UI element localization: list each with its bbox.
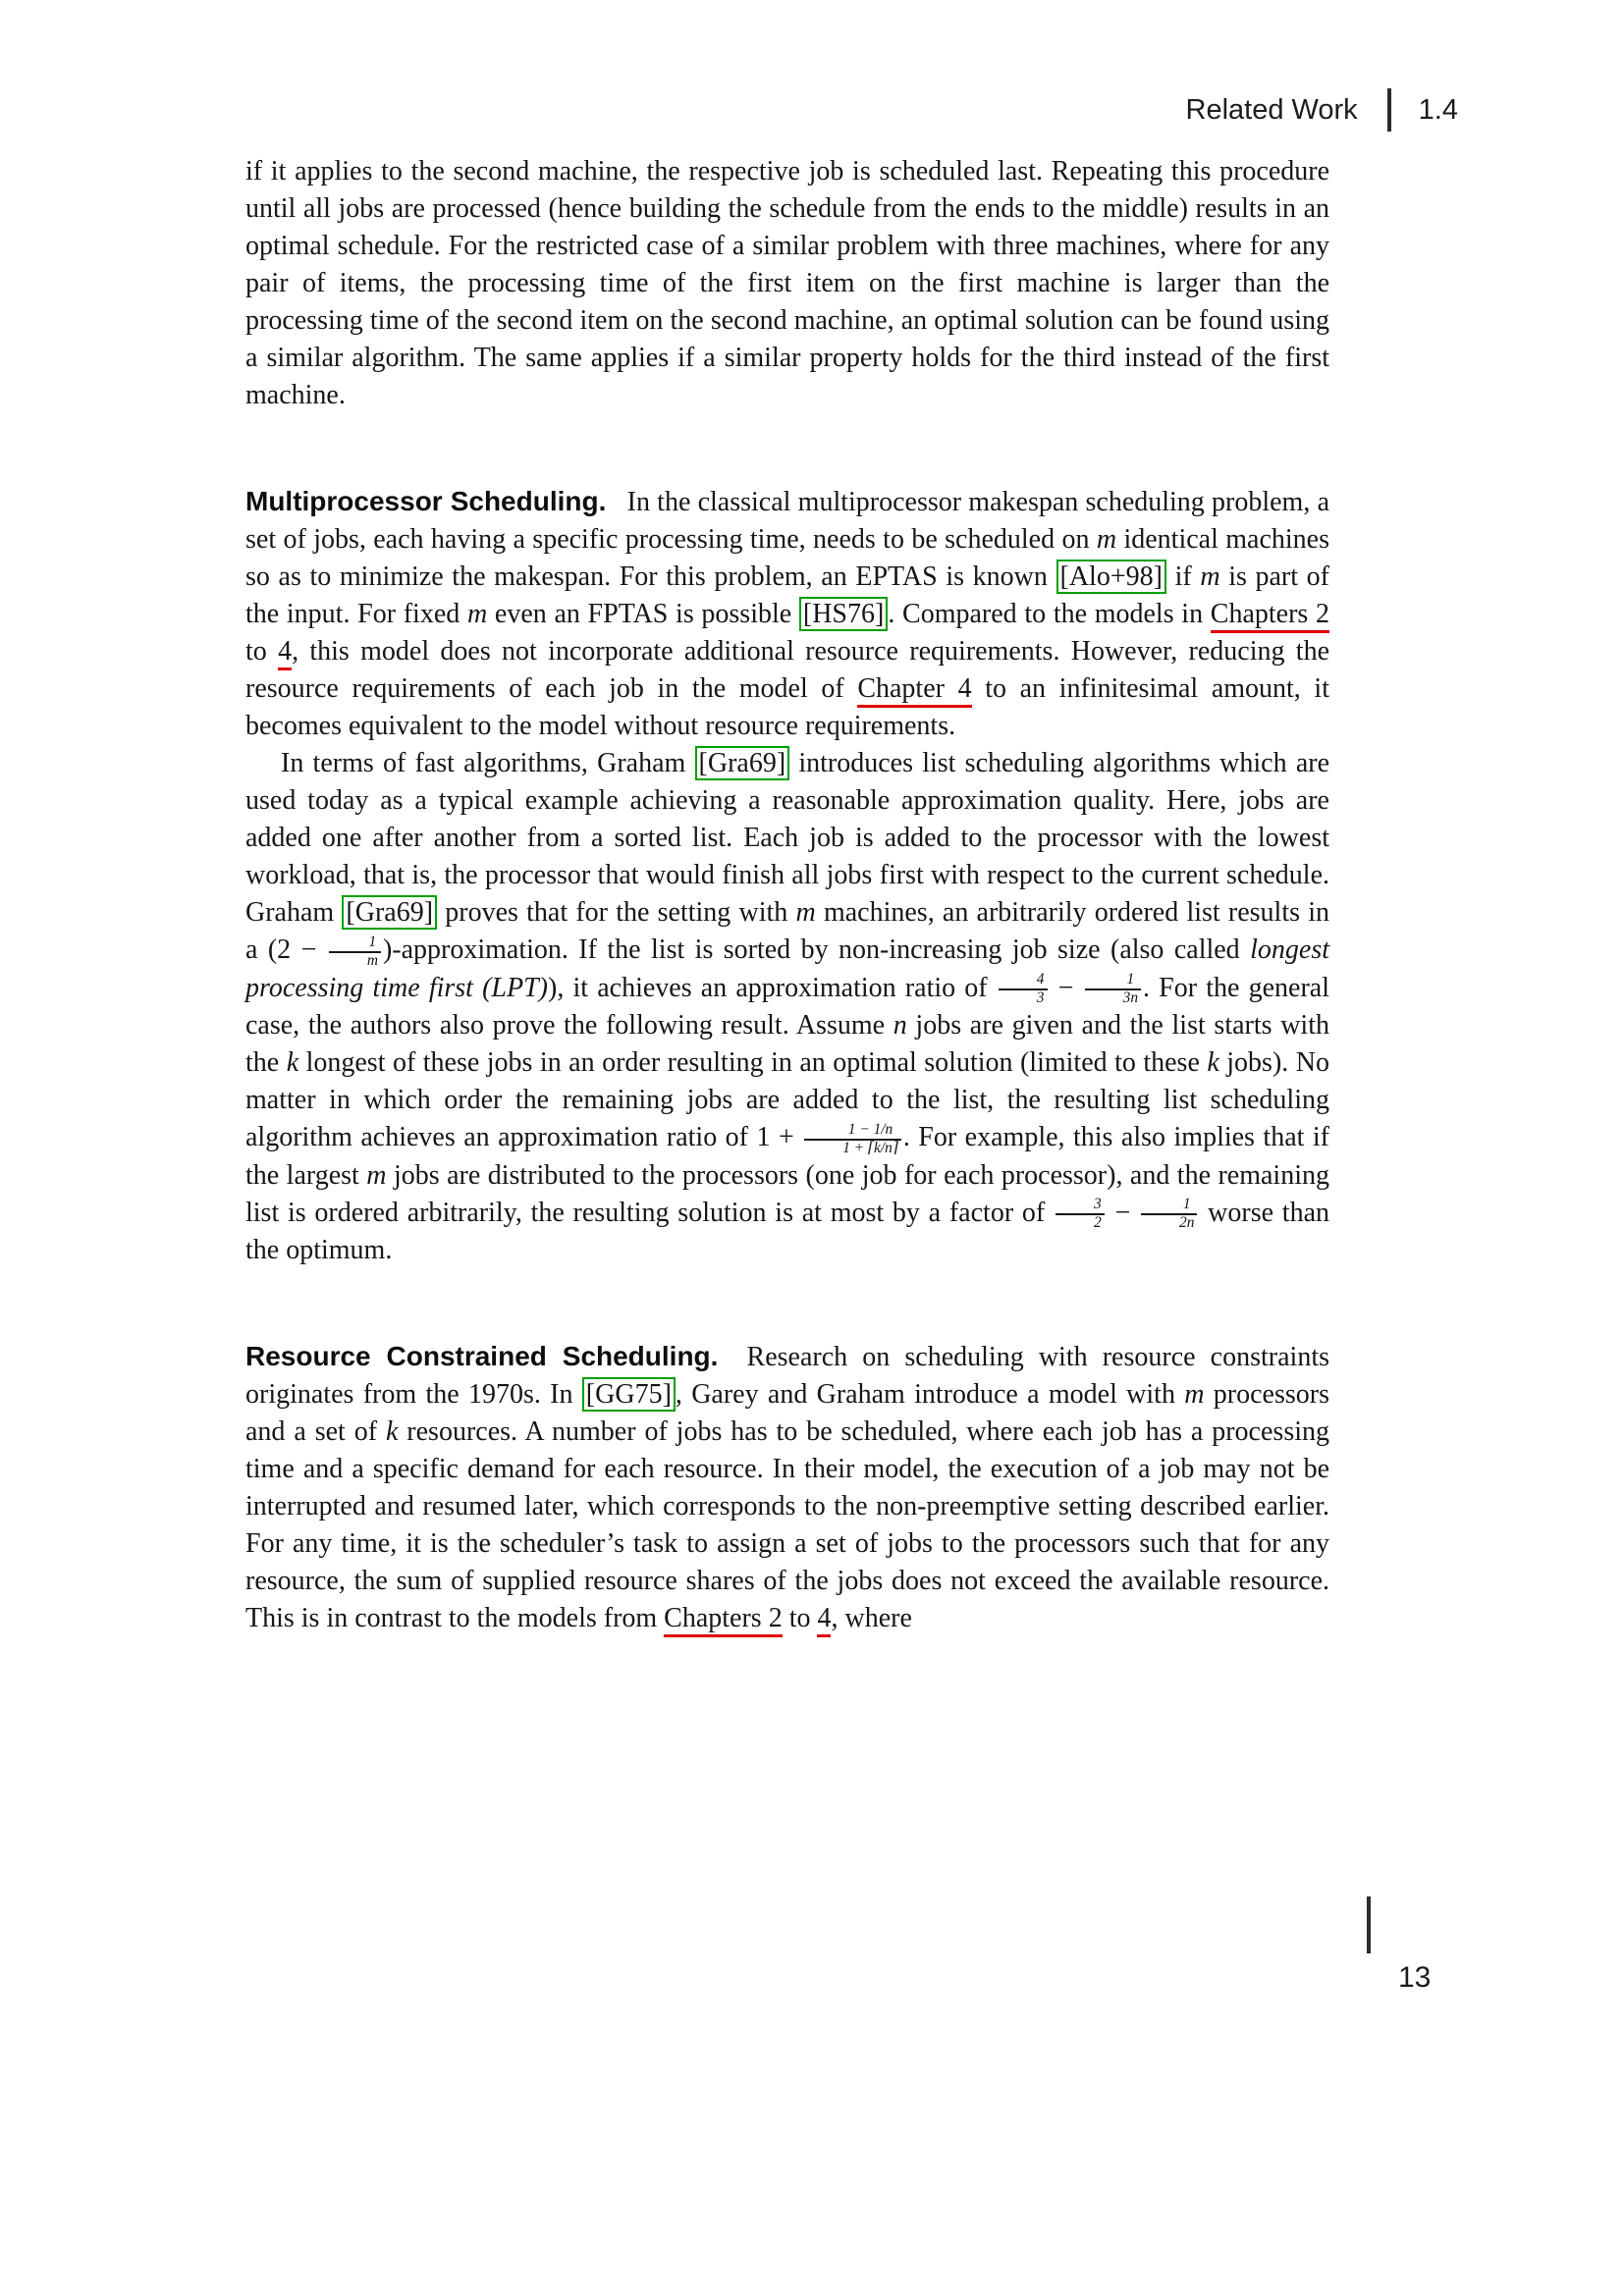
inline-section-heading: Multiprocessor Scheduling. <box>245 486 607 516</box>
math-fraction <box>329 934 381 970</box>
math-variable: m <box>795 897 816 928</box>
citation-link[interactable]: [Gra69] <box>342 895 437 930</box>
emphasis-text: longest processing time first (LPT) <box>245 934 1329 1003</box>
fraction-denominator: 3n <box>1085 988 1141 1007</box>
fraction-denominator: 2 <box>1056 1213 1105 1232</box>
fraction-numerator: 1 − 1/n <box>847 1120 893 1138</box>
chapter-reference-link[interactable]: Chapters 2 <box>664 1603 783 1637</box>
citation-link[interactable]: [Gra69] <box>695 746 790 780</box>
section-title: Related Work <box>1185 93 1358 126</box>
math-fraction <box>1085 972 1141 1007</box>
page-number: 13 <box>1398 1961 1432 1994</box>
chapter-reference-link[interactable]: 4 <box>278 636 292 670</box>
citation-link[interactable]: [HS76] <box>799 597 888 631</box>
math-fraction <box>999 972 1048 1007</box>
paragraph-list-scheduling: In terms of fast algorithms, Graham [Gra69] introduces list scheduling algorithms which are used today as a typical example achieving a reasonable approximation quality. Here, jobs are added one after another from a sorted list. Each job is added to the processor with the lowest workload, that is, the processor that would finish all jobs first with respect to the current schedule. Graham [Gra69] proves that for the setting with m machines, an arbitrarily ordered list results in a (2 − $\frac{1}{m}$ )-approximation. If the list is sorted by non-increasing job size (also called longest processing time first (LPT)), it achieves an approximation ratio of $\frac{4}{3}$ − $\frac{1}{3n}$ . For the general case, the authors also prove the following result. Assume n jobs are given and the list starts with the k longest of these jobs in an order resulting in an optimal solution (limited to these k jobs). No matter in which order the remaining jobs are added to the list, the resulting list scheduling algorithm achieves an approximation ratio of 1 + $\frac{1 - 1/n}{1 + ⌈k/n⌉}$ . For example, this also implies that if the largest m jobs are distributed to the processors (one job for each processor), and the remaining list is ordered arbitrarily, the resulting solution is at most by a factor of $\frac{3}{2}$ − $\frac{1}{2n}$ worse than the optimum. <box>245 748 1330 1266</box>
math-variable: k <box>385 1416 399 1448</box>
math-variable: n <box>893 1010 907 1041</box>
math-fraction <box>804 1122 901 1157</box>
footer-divider-rule <box>1367 1896 1371 1953</box>
math-variable: k <box>286 1047 299 1079</box>
fraction-numerator: 3 <box>1094 1196 1102 1213</box>
paragraph-intro-continuation: if it applies to the second machine, the respective job is scheduled last. Repeating this procedure until all jobs are processed (hence building the schedule from the ends to the middle) results in an optimal schedule. For the restricted case of a similar problem with three machines, where for any pair of items, the processing time of the first item on the first machine is larger than the processing time of the second item on the second machine, an optimal solution can be found using a similar algorithm. The same applies if a similar property holds for the third instead of the first machine. <box>245 156 1329 410</box>
fraction-numerator: 1 <box>1126 971 1135 988</box>
fraction-denominator: m <box>329 951 381 970</box>
math-variable: m <box>366 1159 387 1191</box>
math-variable: k <box>1207 1047 1219 1079</box>
citation-link[interactable]: [GG75] <box>582 1377 676 1412</box>
fraction-denominator: 3 <box>999 988 1048 1007</box>
inline-section-heading: Resource Constrained Scheduling. <box>245 1341 719 1372</box>
math-variable: m <box>466 599 488 629</box>
section-number: 1.4 <box>1418 93 1458 126</box>
math-fraction <box>1056 1197 1105 1232</box>
chapter-reference-link[interactable]: 4 <box>817 1603 831 1637</box>
chapter-reference-link[interactable]: Chapter 4 <box>857 673 971 708</box>
fraction-numerator: 1 <box>368 933 377 950</box>
chapter-reference-link[interactable]: Chapters 2 <box>1211 599 1329 633</box>
fraction-denominator: 2n <box>1141 1213 1197 1232</box>
fraction-denominator: 1 + ⌈k/n⌉ <box>804 1139 901 1157</box>
citation-link[interactable]: [Alo+98] <box>1056 560 1166 594</box>
running-header <box>245 88 1458 132</box>
math-fraction <box>1141 1197 1197 1232</box>
fraction-numerator: 4 <box>1036 971 1045 988</box>
paragraph-resource-constrained-scheduling: Resource Constrained Scheduling. Research on scheduling with resource constraints originates from the 1970s. In [GG75] , Garey and Graham introduce a model with m processors and a set of k resources. A number of jobs has to be scheduled, where each job has a processing time and a specific demand for each resource. In their model, the execution of a job may not be interrupted and resumed later, which corresponds to the non-preemptive setting described earlier. For any time, it is the scheduler’s task to assign a set of jobs to the processors such that for any resource, the sum of supplied resource shares of the jobs does not exceed the available resource. This is in contrast to the models from Chapters 2 to 4, where <box>245 1338 1329 1637</box>
math-variable: m <box>1096 524 1117 555</box>
page-body <box>245 153 1329 1637</box>
math-variable: m <box>1184 1379 1205 1411</box>
math-variable: m <box>1200 561 1220 592</box>
paragraph-multiprocessor-scheduling: Multiprocessor Scheduling. In the classical multiprocessor makespan scheduling problem, a set of jobs, each having a specific processing time, needs to be scheduled on m identical machines so as to minimize the makespan. For this problem, an EPTAS is known [Alo+98] if m is part of the input. For fixed m even an FPTAS is possible [HS76] . Compared to the models in Chapters 2 to 4, this model does not incorporate additional resource requirements. However, reducing the resource requirements of each job in the model of Chapter 4 to an infinitesimal amount, it becomes equivalent to the model without resource requirements. <box>245 486 1330 741</box>
fraction-numerator: 1 <box>1182 1196 1191 1213</box>
header-divider-rule <box>1387 88 1391 132</box>
